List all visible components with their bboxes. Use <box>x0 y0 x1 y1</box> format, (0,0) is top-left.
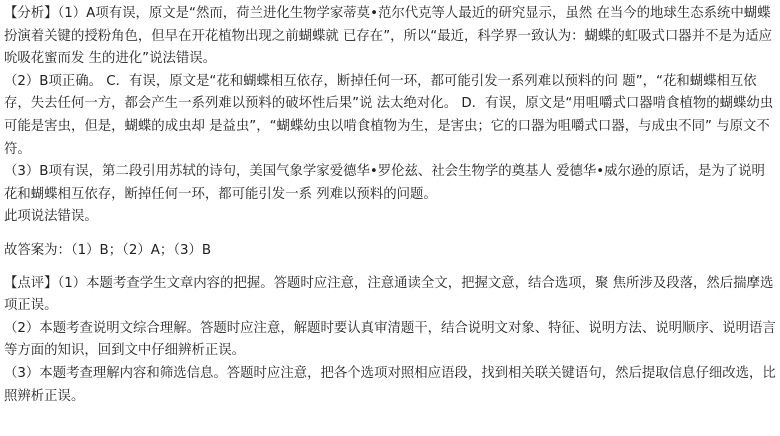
analysis-paragraph-1: 【分析】（1）A项有误，原文是“然而，荷兰进化生物学家蒂莫•范尔代克等人最近的研究显示，虽然 在当今的地球生态系统中蝴蝶扮演着关键的授粉角色，但早在开花植物出现之前蝴蝶就 已存在”，所以“最近，科学界一致认为：蝴蝶的虹吸式口器并不是为适应吮吸花蜜而发 生的进化”说法错误。 <box>4 6 773 67</box>
spacer <box>4 229 776 240</box>
answer-line: 故答案为：（1）B；（2）A；（3）B <box>4 242 212 258</box>
analysis-paragraph-3: （3）B项有误，第二段引用苏轼的诗句，美国气象学家爱德华•罗伦兹、社会生物学的奠基人 爱德华•威尔逊的原话，是为了说明花和蝴蝶相互依存，断掉任何一环，都可能引发一系 列难以预料的问题。 <box>4 164 765 202</box>
comment-paragraph-2: （2）本题考查说明文综合理解。答题时应注意，解题时要认真审清题干，结合说明文对象、特征、说明方法、说明顺序、说明语言等方面的知识，回到文中仔细辨析正误。 <box>4 320 776 359</box>
analysis-paragraph-4: 此项说法错误。 <box>4 209 98 225</box>
spacer <box>4 263 776 273</box>
analysis-paragraph-2: （2）B项正确。 C．有误，原文是“花和蝴蝶相互依存，断掉任何一环，都可能引发一系列难以预料的问 题”，“花和蝴蝶相互依存，失去任何一方，都会产生一系列难以预料的破坏性后果”说 法太绝对化。 D．有误，原文是“用咀嚼式口器啃食植物的蝴蝶幼虫可能是害虫，但是，蝴蝶的成虫却 是益虫”，“蝴蝶幼虫以啃食植物为生，是害虫；它的口器为咀嚼式口器，与成虫不同” 与原文不符。 <box>4 73 774 157</box>
comment-paragraph-3: （3）本题考查理解内容和筛选信息。答题时应注意，把各个选项对照相应语段，找到相关联关键语句，然后提取信息仔细改选，比照辨析正误。 <box>4 365 776 404</box>
comment-section <box>4 273 776 409</box>
analysis-section <box>4 3 776 229</box>
comment-paragraph-1: 【点评】（1）本题考查学生文章内容的把握。答题时应注意，注意通读全文，把握文意，结合选项，聚 焦所涉及段落，然后揣摩选项正误。 <box>4 275 774 314</box>
